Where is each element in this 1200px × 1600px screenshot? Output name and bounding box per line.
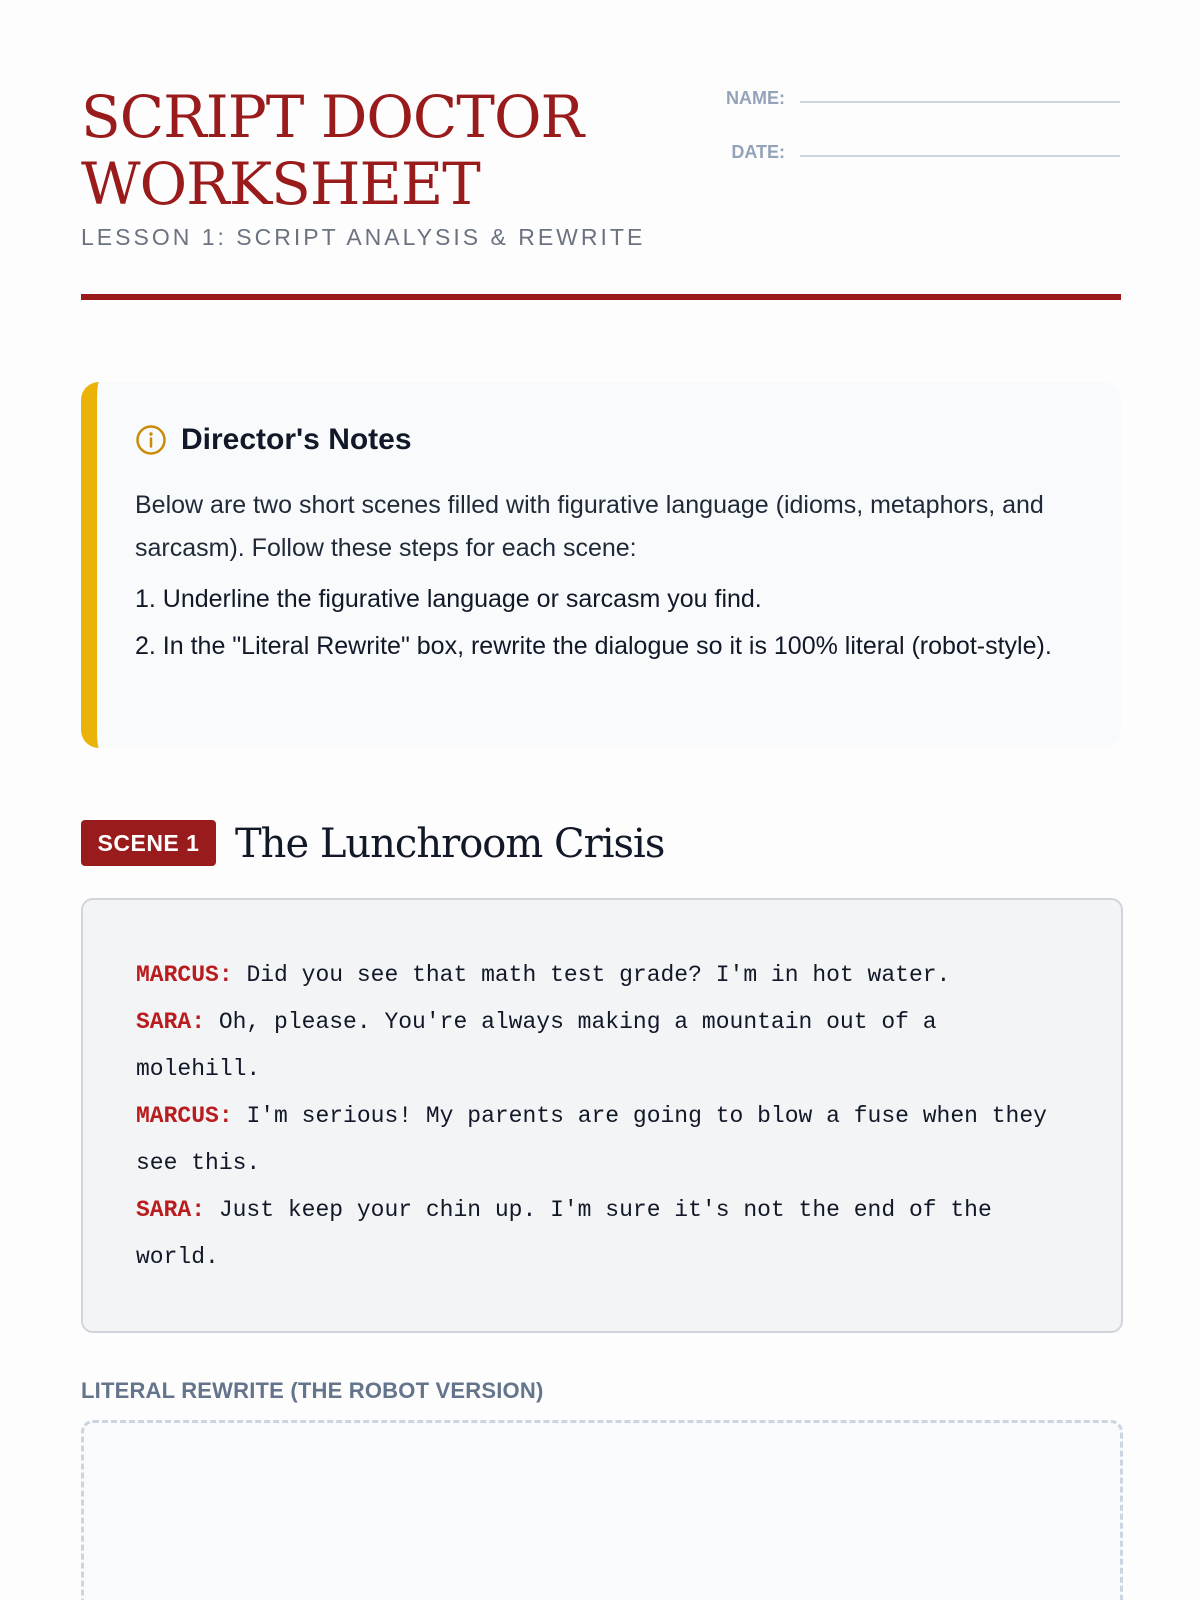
title-line-1: SCRIPT DOCTOR bbox=[81, 83, 584, 151]
dialogue-line bbox=[136, 1093, 1068, 1187]
dialogue-text: I'm serious! My parents are going to blow a fuse when they see this. bbox=[136, 1103, 1047, 1176]
dialogue-text: Just keep your chin up. I'm sure it's not the end of the world. bbox=[136, 1197, 992, 1270]
script-box bbox=[81, 898, 1123, 1333]
dialogue-line bbox=[136, 1187, 1068, 1281]
scene-title: The Lunchroom Crisis bbox=[235, 821, 665, 867]
speaker-name: SARA: bbox=[136, 1197, 206, 1223]
date-field bbox=[700, 136, 1120, 168]
steps-list bbox=[135, 580, 1065, 674]
lesson-subtitle: LESSON 1: SCRIPT ANALYSIS & REWRITE bbox=[81, 224, 646, 250]
date-label: DATE: bbox=[731, 142, 785, 162]
name-field bbox=[700, 82, 1120, 114]
info-icon bbox=[135, 424, 167, 456]
speaker-name: MARCUS: bbox=[136, 962, 233, 988]
dialogue-text: Did you see that math test grade? I'm in hot water. bbox=[246, 962, 951, 988]
rewrite-label: LITERAL REWRITE (THE ROBOT VERSION) bbox=[81, 1378, 544, 1403]
name-blank-line bbox=[800, 101, 1120, 103]
page-title bbox=[81, 84, 583, 218]
step-item: 1. Underline the figurative language or sarcasm you find. bbox=[135, 585, 762, 613]
rewrite-answer-box[interactable] bbox=[81, 1420, 1123, 1600]
header-divider bbox=[81, 294, 1121, 300]
dialogue-text: Oh, please. You're always making a mountain out of a molehill. bbox=[136, 1009, 937, 1082]
dialogue-line bbox=[136, 952, 1068, 999]
scene-badge: SCENE 1 bbox=[81, 820, 216, 866]
speaker-name: MARCUS: bbox=[136, 1103, 233, 1129]
date-blank-line bbox=[800, 155, 1120, 157]
dialogue-line bbox=[136, 999, 1068, 1093]
notes-title: Director's Notes bbox=[181, 423, 412, 456]
notes-header bbox=[135, 420, 412, 460]
title-line-2: WORKSHEET bbox=[81, 150, 480, 218]
name-label: NAME: bbox=[726, 88, 785, 108]
directors-notes-box bbox=[81, 382, 1121, 748]
notes-intro: Below are two short scenes filled with figurative language (idioms, metaphors, and sarcasm). Follow these steps for each scene: bbox=[135, 491, 1044, 562]
step-item: 2. In the "Literal Rewrite" box, rewrite the dialogue so it is 100% literal (robot-style). bbox=[135, 632, 1052, 660]
speaker-name: SARA: bbox=[136, 1009, 206, 1035]
